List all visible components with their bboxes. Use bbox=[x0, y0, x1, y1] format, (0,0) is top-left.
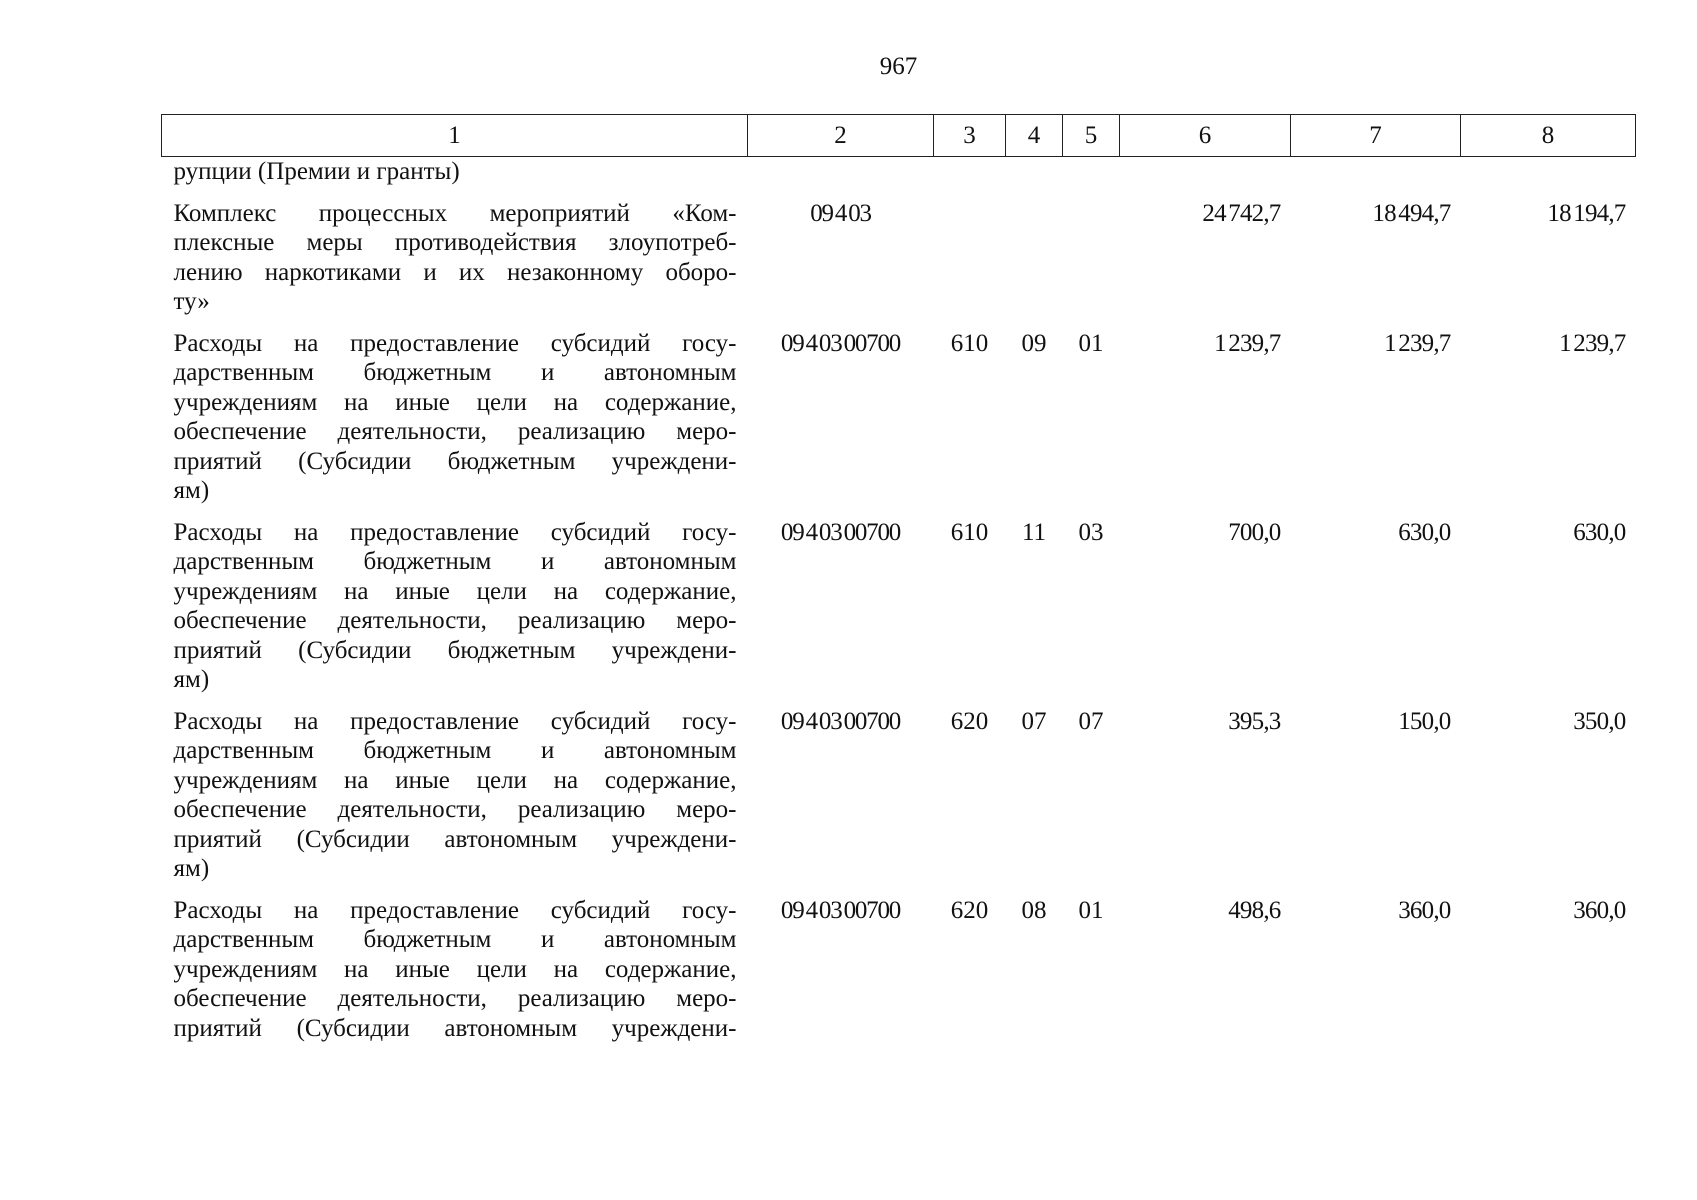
row-value-col6 bbox=[1120, 157, 1291, 187]
row-value-col7: 360,0 bbox=[1398, 896, 1451, 924]
row-value-col8: 630,0 bbox=[1573, 518, 1626, 546]
row-col4-cell bbox=[1006, 157, 1063, 187]
row-description-line: дарственным бюджетным и автономным bbox=[173, 926, 737, 953]
row-col4-cell bbox=[1006, 187, 1063, 317]
row-code-cell bbox=[748, 157, 934, 187]
row-col4-cell: 08 bbox=[1021, 896, 1047, 924]
row-value-col7: 1 239,7 bbox=[1384, 329, 1451, 357]
row-col3-cell: 620 bbox=[950, 896, 989, 924]
row-description-cell bbox=[162, 695, 748, 884]
header-col-4: 4 bbox=[1006, 115, 1063, 157]
row-description-line: дарственным бюджетным и автономным bbox=[173, 737, 737, 764]
row-value-col6: 1 239,7 bbox=[1214, 329, 1281, 357]
header-col-2: 2 bbox=[748, 115, 934, 157]
row-description-line: обеспечение деятельности, реализацию меро- bbox=[173, 985, 737, 1012]
table-row bbox=[162, 317, 1636, 506]
table-row bbox=[162, 695, 1636, 884]
row-description-cell bbox=[162, 187, 748, 317]
row-description-line: ям) bbox=[173, 855, 210, 882]
header-col-6: 6 bbox=[1120, 115, 1291, 157]
row-code-cell: 09 4 03 00700 bbox=[780, 329, 901, 357]
page-number: 967 bbox=[879, 53, 918, 80]
row-code-cell: 09 4 03 00700 bbox=[780, 896, 901, 924]
row-col3-cell bbox=[934, 187, 1006, 317]
row-description-line: Расходы на предоставление субсидий госу- bbox=[173, 518, 737, 546]
row-description-cell bbox=[162, 157, 748, 187]
row-value-col8: 350,0 bbox=[1573, 707, 1626, 735]
header-col-8: 8 bbox=[1461, 115, 1636, 157]
budget-table-container bbox=[161, 114, 1635, 1043]
row-description-line: учреждениям на иные цели на содержание, bbox=[173, 955, 737, 983]
row-col4-cell: 09 bbox=[1021, 329, 1047, 357]
row-description-line: Расходы на предоставление субсидий госу- bbox=[173, 707, 737, 735]
table-row bbox=[162, 187, 1636, 317]
row-col5-cell bbox=[1063, 187, 1120, 317]
row-code-cell: 09 4 03 bbox=[810, 199, 871, 227]
row-value-col7 bbox=[1291, 157, 1461, 187]
row-description-line: учреждениям на иные цели на содержание, bbox=[173, 577, 737, 605]
row-description-line: лению наркотиками и их незаконному оборо- bbox=[173, 258, 737, 286]
header-col-1: 1 bbox=[162, 115, 748, 157]
row-description-line: обеспечение деятельности, реализацию меро- bbox=[173, 796, 737, 823]
row-description-line: приятий (Субсидии бюджетным учреждени- bbox=[173, 447, 737, 475]
row-description-line: Комплекс процессных мероприятий «Ком- bbox=[173, 199, 737, 227]
row-value-col6: 498,6 bbox=[1228, 896, 1281, 924]
row-col5-cell: 07 bbox=[1078, 707, 1104, 735]
row-description-line: обеспечение деятельности, реализацию меро- bbox=[173, 418, 737, 445]
row-value-col6: 24 742,7 bbox=[1202, 199, 1281, 227]
row-description-line: приятий (Субсидии автономным учреждени- bbox=[173, 825, 737, 853]
row-col3-cell: 610 bbox=[950, 518, 989, 546]
budget-table bbox=[161, 114, 1636, 1043]
row-value-col7: 150,0 bbox=[1398, 707, 1451, 735]
row-value-col8: 360,0 bbox=[1573, 896, 1626, 924]
row-description-line: Расходы на предоставление субсидий госу- bbox=[173, 896, 737, 924]
row-col5-cell: 01 bbox=[1078, 329, 1104, 357]
row-description-line: обеспечение деятельности, реализацию меро- bbox=[173, 607, 737, 634]
row-description-line: ям) bbox=[173, 477, 210, 504]
row-description-line: приятий (Субсидии бюджетным учреждени- bbox=[173, 636, 737, 664]
row-value-col8 bbox=[1461, 157, 1636, 187]
row-col5-cell bbox=[1063, 157, 1120, 187]
table-body bbox=[162, 157, 1636, 1044]
table-row bbox=[162, 506, 1636, 695]
row-code-cell: 09 4 03 00700 bbox=[780, 518, 901, 546]
row-value-col8: 18 194,7 bbox=[1547, 199, 1626, 227]
table-row bbox=[162, 157, 1636, 187]
table-header bbox=[162, 115, 1636, 157]
row-description-line: дарственным бюджетным и автономным bbox=[173, 359, 737, 386]
header-col-7: 7 bbox=[1291, 115, 1461, 157]
row-description-line: учреждениям на иные цели на содержание, bbox=[173, 388, 737, 416]
row-col4-cell: 07 bbox=[1021, 707, 1047, 735]
row-value-col7: 18 494,7 bbox=[1372, 199, 1451, 227]
row-col4-cell: 11 bbox=[1021, 518, 1047, 546]
row-col3-cell: 620 bbox=[950, 707, 989, 735]
row-description-line: ту» bbox=[173, 288, 210, 315]
row-value-col6: 700,0 bbox=[1228, 518, 1281, 546]
row-col5-cell: 03 bbox=[1078, 518, 1104, 546]
row-description-line: рупции (Премии и гранты) bbox=[173, 158, 460, 185]
header-col-5: 5 bbox=[1063, 115, 1120, 157]
row-col5-cell: 01 bbox=[1078, 896, 1104, 924]
row-description-line: Расходы на предоставление субсидий госу- bbox=[173, 329, 737, 357]
row-code-cell: 09 4 03 00700 bbox=[780, 707, 901, 735]
row-value-col7: 630,0 bbox=[1398, 518, 1451, 546]
table-row bbox=[162, 884, 1636, 1044]
row-value-col8: 1 239,7 bbox=[1559, 329, 1626, 357]
row-col3-cell: 610 bbox=[950, 329, 989, 357]
row-col3-cell bbox=[934, 157, 1006, 187]
row-value-col6: 395,3 bbox=[1228, 707, 1281, 735]
row-description-cell bbox=[162, 317, 748, 506]
header-row bbox=[162, 115, 1636, 157]
row-description-line: плексные меры противодействия злоупотреб- bbox=[173, 229, 737, 256]
row-description-cell bbox=[162, 506, 748, 695]
row-description-cell bbox=[162, 884, 748, 1044]
row-description-line: приятий (Субсидии автономным учреждени- bbox=[173, 1014, 737, 1042]
header-col-3: 3 bbox=[934, 115, 1006, 157]
row-description-line: ям) bbox=[173, 666, 210, 693]
row-description-line: дарственным бюджетным и автономным bbox=[173, 548, 737, 575]
row-description-line: учреждениям на иные цели на содержание, bbox=[173, 766, 737, 794]
